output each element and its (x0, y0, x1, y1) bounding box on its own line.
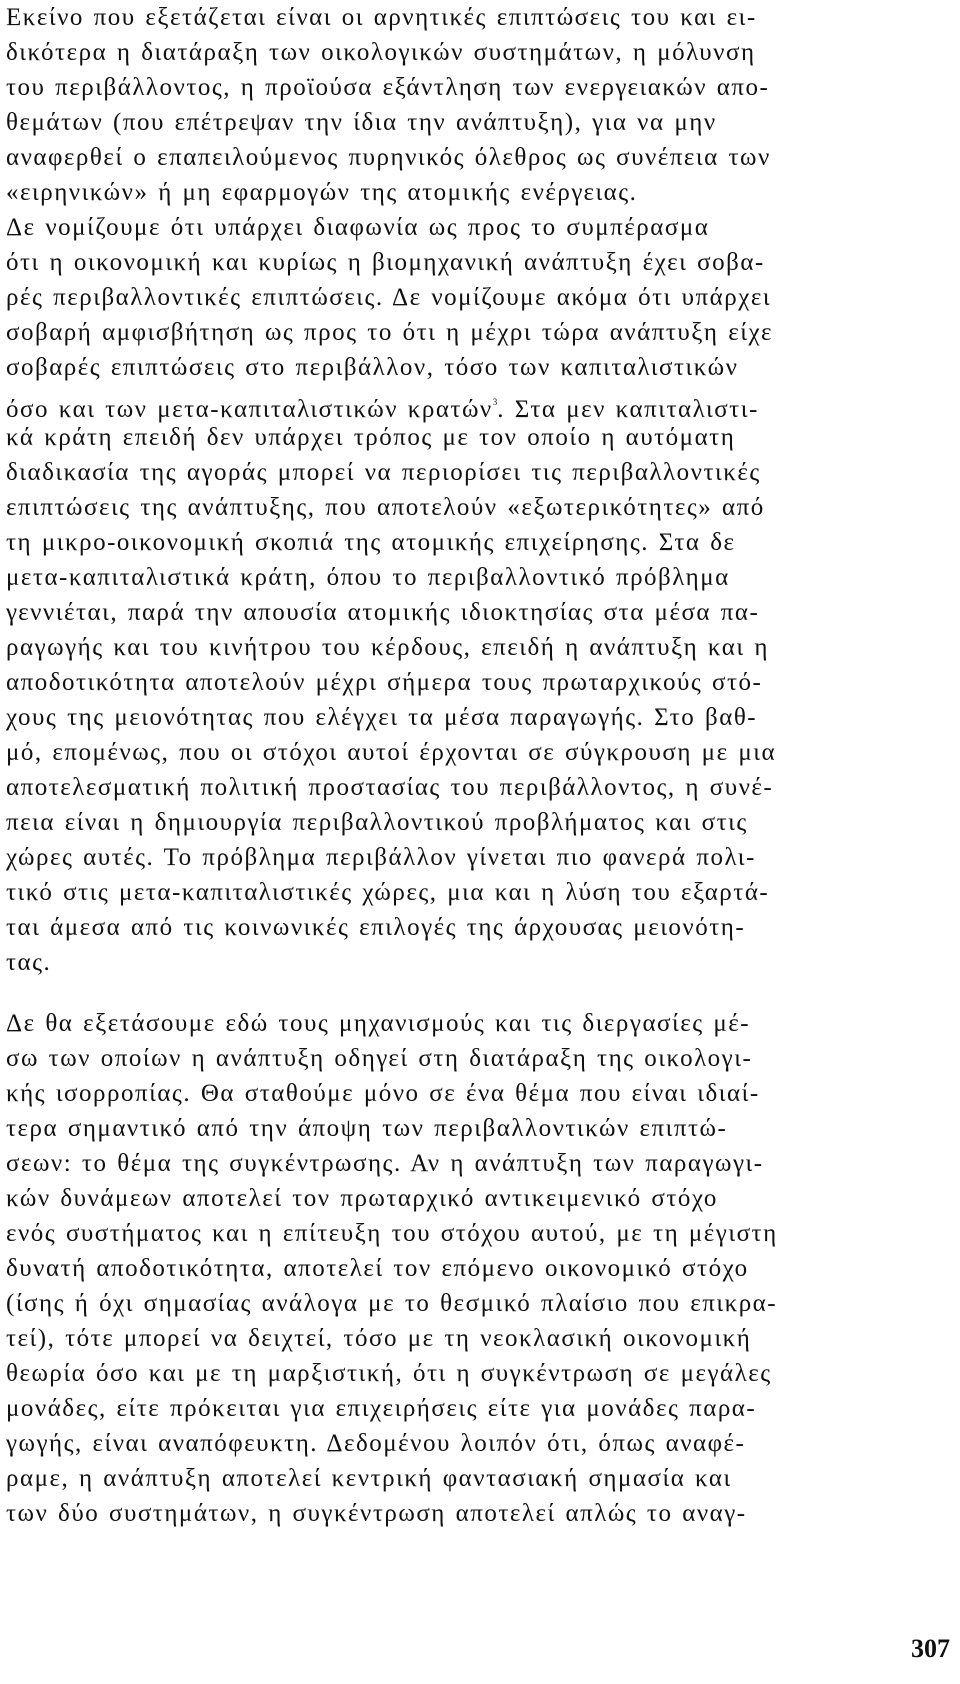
text-line: μετα-καπιταλιστικά κράτη, όπου το περιβαλλοντικό πρόβλημα (6, 564, 730, 591)
text-line: ραγωγής και του κινήτρου του κέρδους, επειδή η ανάπτυξη και η (6, 634, 769, 661)
text-line: μονάδες, είτε πρόκειται για επιχειρήσεις είτε για μονάδες παρα- (6, 1395, 757, 1422)
text-line: σοβαρή αμφισβήτηση ως προς το ότι η μέχρι τώρα ανάπτυξη είχε (6, 319, 774, 346)
text-line: χους της μειονότητας που ελέγχει τα μέσα παραγωγής. Στο βαθ- (6, 704, 758, 731)
text-line-after-footnote: . Στα μεν καπιταλιστι- (497, 396, 759, 423)
text-line: θεμάτων (που επέτρεψαν την ίδια την ανάπτυξη), για να μην (6, 109, 717, 136)
text-line: πεια είναι η δημιουργία περιβαλλοντικού προβλήματος και στις (6, 809, 748, 836)
text-line: γεννιέται, παρά την απουσία ατομικής ιδιοκτησίας στα μέσα πα- (6, 599, 760, 626)
text-line: ται άμεσα από τις κοινωνικές επιλογές της άρχουσας μειονότη- (6, 914, 746, 941)
text-line: κής ισορροπίας. Θα σταθούμε μόνο σε ένα θέμα που είναι ιδιαί- (6, 1080, 760, 1107)
text-line: τερα σημαντικό από την άποψη των περιβαλλοντικών επιπτώ- (6, 1115, 728, 1142)
text-line: σω των οποίων η ανάπτυξη οδηγεί στη διατάραξη της οικολογι- (6, 1045, 753, 1072)
text-line: (ίσης ή όχι σημασίας ανάλογα με το θεσμικό πλαίσιο που επικρα- (6, 1290, 778, 1317)
text-line: ότι η οικονομική και κυρίως η βιομηχανική ανάπτυξη έχει σοβα- (6, 249, 765, 276)
paragraph-3 (6, 1006, 956, 1531)
text-line: Δε νομίζουμε ότι υπάρχει διαφωνία ως προς το συμπέρασμα (6, 214, 710, 241)
text-line: αποτελεσματική πολιτική προστασίας του περιβάλλοντος, η συνέ- (6, 774, 774, 801)
page-number: 307 (911, 1634, 950, 1663)
text-line: κών δυνάμεων αποτελεί τον πρωταρχικό αντικειμενικό στόχο (6, 1185, 718, 1212)
text-line: τας. (6, 949, 52, 976)
text-line: σεων: το θέμα της συγκέντρωσης. Αν η ανάπτυξη των παραγωγι- (6, 1150, 764, 1177)
text-line: του περιβάλλοντος, η προϊούσα εξάντληση των ενεργειακών απο- (6, 74, 770, 101)
text-line: ενός συστήματος και η επίτευξη του στόχου αυτού, με τη μέγιστη (6, 1220, 778, 1247)
text-line: δικότερα η διατάραξη των οικολογικών συστημάτων, η μόλυνση (6, 39, 756, 66)
text-line: αποδοτικότητα αποτελούν μέχρι σήμερα τους πρωταρχικούς στό- (6, 669, 763, 696)
text-line: θεωρία όσο και με τη μαρξιστική, ότι η συγκέντρωση σε μεγάλες (6, 1360, 772, 1387)
paragraph-spacer (6, 980, 956, 1006)
text-line: χώρες αυτές. Το πρόβλημα περιβάλλον γίνεται πιο φανερά πολι- (6, 844, 756, 871)
text-line-before-footnote: όσο και των μετα-καπιταλιστικών κρατών (6, 396, 493, 423)
text-line: τεί), τότε μπορεί να δειχτεί, τόσο με τη νεοκλασική οικονομική (6, 1325, 752, 1352)
paragraph-1 (6, 0, 956, 210)
text-line: σοβαρές επιπτώσεις στο περιβάλλον, τόσο των καπιταλιστικών (6, 354, 739, 381)
text-line: Δε θα εξετάσουμε εδώ τους μηχανισμούς και τις διεργασίες μέ- (6, 1010, 751, 1037)
text-line: επιπτώσεις της ανάπτυξης, που αποτελούν «εξωτερικότητες» από (6, 494, 765, 521)
text-line: των δύο συστημάτων, η συγκέντρωση αποτελεί απλώς το αναγ- (6, 1500, 747, 1527)
page-body (6, 0, 956, 1531)
text-line: διαδικασία της αγοράς μπορεί να περιορίσει τις περιβαλλοντικές (6, 459, 761, 486)
text-line: ραμε, η ανάπτυξη αποτελεί κεντρική φαντασιακή σημασία και (6, 1465, 732, 1492)
text-line: μό, επομένως, που οι στόχοι αυτοί έρχονται σε σύγκρουση με μια (6, 739, 777, 766)
text-line: γωγής, είναι αναπόφευκτη. Δεδομένου λοιπόν ότι, όπως αναφέ- (6, 1430, 746, 1457)
text-line (6, 385, 956, 423)
text-line: δυνατή αποδοτικότητα, αποτελεί τον επόμενο οικονομικό στόχο (6, 1255, 749, 1282)
text-line: κά κράτη επειδή δεν υπάρχει τρόπος με τον οποίο η αυτόματη (6, 424, 736, 451)
text-line: «ειρηνικών» ή μη εφαρμογών της ατομικής ενέργειας. (6, 179, 638, 206)
paragraph-2 (6, 210, 956, 980)
text-line: τικό στις μετα-καπιταλιστικές χώρες, μια και η λύση του εξαρτά- (6, 879, 770, 906)
text-line: αναφερθεί ο επαπειλούμενος πυρηνικός όλεθρος ως συνέπεια των (6, 144, 771, 171)
text-line: ρές περιβαλλοντικές επιπτώσεις. Δε νομίζουμε ακόμα ότι υπάρχει (6, 284, 772, 311)
text-line: τη μικρο-οικονομική σκοπιά της ατομικής επιχείρησης. Στα δε (6, 529, 736, 556)
footnote-marker[interactable]: 3 (492, 397, 498, 407)
text-line: Εκείνο που εξετάζεται είναι οι αρνητικές επιπτώσεις του και ει- (6, 4, 757, 31)
